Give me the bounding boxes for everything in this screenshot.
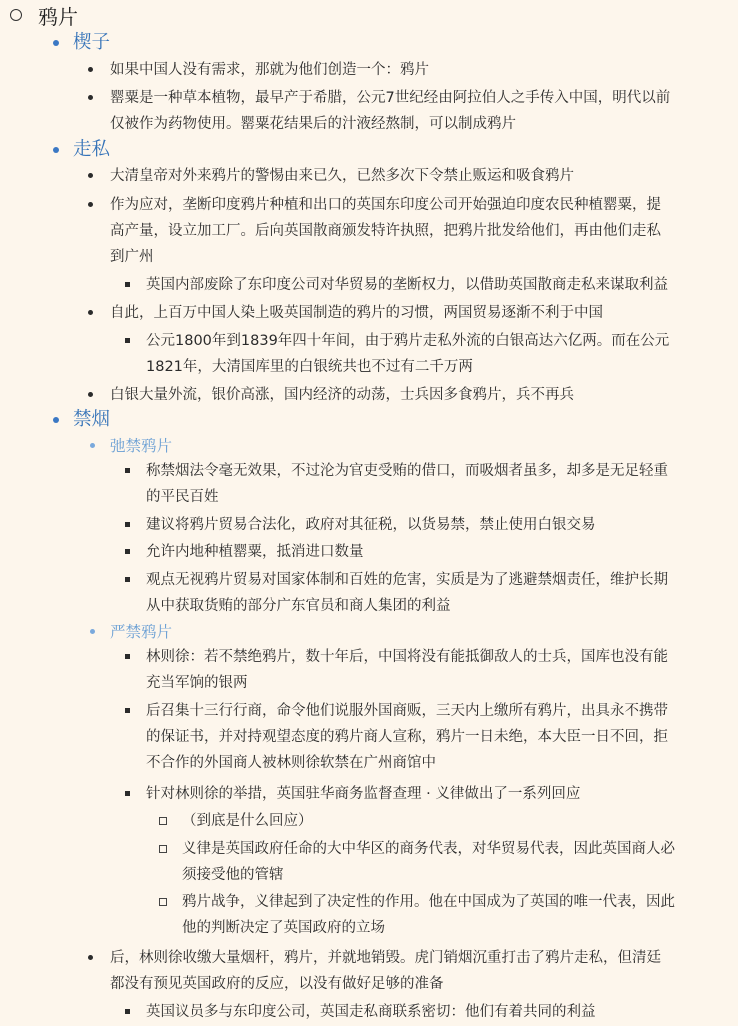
list-item-text-continued: 的平民百姓 bbox=[146, 489, 219, 505]
square-bullet-icon bbox=[125, 468, 130, 473]
list-item-text: 林则徐：若不禁绝鸦片，数十年后，中国将没有能抵御敌人的士兵，国库也没有能 bbox=[146, 649, 668, 665]
blue-bullet-icon bbox=[53, 40, 59, 46]
list-item-text-continued: 到广州 bbox=[110, 249, 154, 265]
list-item-text: 后召集十三行行商，命令他们说服外国商贩，三天内上缴所有鸦片，出具永不携带 bbox=[146, 703, 668, 719]
list-item-text-continued: 充当军饷的银两 bbox=[146, 675, 248, 691]
section-heading: 走私 bbox=[73, 139, 111, 160]
square-bullet-icon bbox=[125, 708, 130, 713]
square-bullet-icon bbox=[125, 549, 130, 554]
section-heading-xiezi bbox=[0, 31, 738, 55]
list-item bbox=[0, 163, 738, 189]
list-item-text-continued: 他的判断决定了英国政府的立场 bbox=[182, 920, 385, 936]
hollow-square-bullet-icon bbox=[159, 817, 167, 825]
list-item-text-continued: 高产量，设立加工厂。后向英国散商颁发特许执照，把鸦片批发给他们，再由他们走私 bbox=[110, 223, 661, 239]
list-item bbox=[0, 192, 738, 270]
outline-root bbox=[0, 5, 738, 29]
list-item bbox=[0, 698, 738, 776]
list-item-text: 后，林则徐收缴大量烟杆，鸦片，并就地销毁。虎门销烟沉重打击了鸦片走私，但清廷 bbox=[110, 950, 661, 966]
list-item-text: 义律是英国政府任命的大中华区的商务代表，对华贸易代表，因此英国商人必 bbox=[182, 841, 675, 857]
blue-bullet-icon bbox=[53, 417, 59, 423]
list-item bbox=[0, 512, 738, 538]
list-item-text: 罂粟是一种草本植物，最早产于希腊，公元7世纪经由阿拉伯人之手传入中国，明代以前 bbox=[110, 90, 671, 106]
list-item bbox=[0, 567, 738, 619]
bullet-icon bbox=[88, 955, 93, 960]
list-item bbox=[0, 836, 738, 888]
blue-bullet-icon bbox=[53, 147, 59, 153]
list-item-text: 公元1800年到1839年四十年间，由于鸦片走私外流的白银高达六亿两。而在公元 bbox=[146, 333, 670, 349]
subsection-heading-yanjin bbox=[0, 620, 738, 644]
list-item-text: 英国议员多与东印度公司，英国走私商联系密切：他们有着共同的利益 bbox=[146, 1004, 596, 1020]
bullet-icon bbox=[88, 95, 93, 100]
section-heading-jinyan bbox=[0, 408, 738, 432]
list-item bbox=[0, 889, 738, 941]
list-item-text-continued: 须接受他的管辖 bbox=[182, 867, 284, 883]
section-heading: 禁烟 bbox=[73, 409, 111, 430]
bullet-icon bbox=[88, 173, 93, 178]
list-item-text-continued: 不合作的外国商人被林则徐软禁在广州商馆中 bbox=[146, 755, 436, 771]
hollow-square-bullet-icon bbox=[159, 898, 167, 906]
list-item-text: 建议将鸦片贸易合法化，政府对其征税，以货易禁，禁止使用白银交易 bbox=[146, 517, 596, 533]
square-bullet-icon bbox=[125, 654, 130, 659]
list-item-text: 白银大量外流，银价高涨，国内经济的动荡，士兵因多食鸦片，兵不再兵 bbox=[110, 387, 574, 403]
list-item-text: 自此，上百万中国人染上吸英国制造的鸦片的习惯，两国贸易逐渐不利于中国 bbox=[110, 305, 603, 321]
list-item-text: 针对林则徐的举措，英国驻华商务监督查理 · 义律做出了一系列回应 bbox=[146, 786, 581, 802]
list-item-text-continued: 的保证书，并对持观望态度的鸦片商人宣称，鸦片一日未绝，本大臣一日不回，拒 bbox=[146, 729, 668, 745]
square-bullet-icon bbox=[125, 282, 130, 287]
light-blue-bullet-icon bbox=[90, 629, 95, 634]
list-item bbox=[0, 644, 738, 696]
section-heading: 楔子 bbox=[73, 32, 111, 53]
light-blue-bullet-icon bbox=[90, 443, 95, 448]
list-item bbox=[0, 458, 738, 510]
bullet-icon bbox=[88, 67, 93, 72]
list-item-text-continued: 从中获取货贿的部分广东官员和商人集团的利益 bbox=[146, 598, 451, 614]
list-item-text: 观点无视鸦片贸易对国家体制和百姓的危害，实质是为了逃避禁烟责任，维护长期 bbox=[146, 572, 668, 588]
page-title: 鸦片 bbox=[38, 5, 78, 29]
list-item-text-continued: 仅被作为药物使用。罂粟花结果后的汁液经熬制，可以制成鸦片 bbox=[110, 116, 516, 132]
bullet-icon bbox=[88, 392, 93, 397]
square-bullet-icon bbox=[125, 338, 130, 343]
list-item bbox=[0, 539, 738, 565]
list-item-text: 大清皇帝对外来鸦片的警惕由来已久，已然多次下令禁止贩运和吸食鸦片 bbox=[110, 168, 574, 184]
hollow-circle-bullet-icon bbox=[10, 9, 22, 21]
list-item bbox=[0, 272, 738, 298]
list-item-text: 作为应对，垄断印度鸦片种植和出口的英国东印度公司开始强迫印度农民种植罂粟，提 bbox=[110, 197, 661, 213]
square-bullet-icon bbox=[125, 1009, 130, 1014]
square-bullet-icon bbox=[125, 577, 130, 582]
list-item bbox=[0, 382, 738, 408]
subsection-heading: 严禁鸦片 bbox=[110, 623, 173, 641]
list-item bbox=[0, 945, 738, 997]
bullet-icon bbox=[88, 202, 93, 207]
list-item bbox=[0, 300, 738, 326]
subsection-heading-chijin bbox=[0, 434, 738, 458]
list-item-text: 允许内地种植罂粟，抵消进口数量 bbox=[146, 544, 364, 560]
list-item-text: 英国内部废除了东印度公司对华贸易的垄断权力，以借助英国散商走私来谋取利益 bbox=[146, 277, 668, 293]
list-item bbox=[0, 57, 738, 83]
list-item-text: 如果中国人没有需求，那就为他们创造一个：鸦片 bbox=[110, 62, 429, 78]
hollow-square-bullet-icon bbox=[159, 845, 167, 853]
list-item-text-continued: 1821年，大清国库里的白银统共也不过有二千万两 bbox=[146, 359, 473, 375]
section-heading-zousi bbox=[0, 138, 738, 162]
list-item-text: 称禁烟法令毫无效果，不过沦为官吏受贿的借口，而吸烟者虽多，却多是无足轻重 bbox=[146, 463, 668, 479]
list-item-text: 鸦片战争，义律起到了决定性的作用。他在中国成为了英国的唯一代表，因此 bbox=[182, 894, 675, 910]
list-item bbox=[0, 781, 738, 807]
square-bullet-icon bbox=[125, 522, 130, 527]
list-item bbox=[0, 999, 738, 1025]
list-item-text: （到底是什么回应） bbox=[182, 813, 313, 829]
subsection-heading: 弛禁鸦片 bbox=[110, 437, 173, 455]
list-item-text-continued: 都没有预见英国政府的反应，以没有做好足够的准备 bbox=[110, 976, 444, 992]
bullet-icon bbox=[88, 310, 93, 315]
list-item bbox=[0, 808, 738, 834]
list-item bbox=[0, 85, 738, 137]
square-bullet-icon bbox=[125, 791, 130, 796]
list-item bbox=[0, 328, 738, 380]
